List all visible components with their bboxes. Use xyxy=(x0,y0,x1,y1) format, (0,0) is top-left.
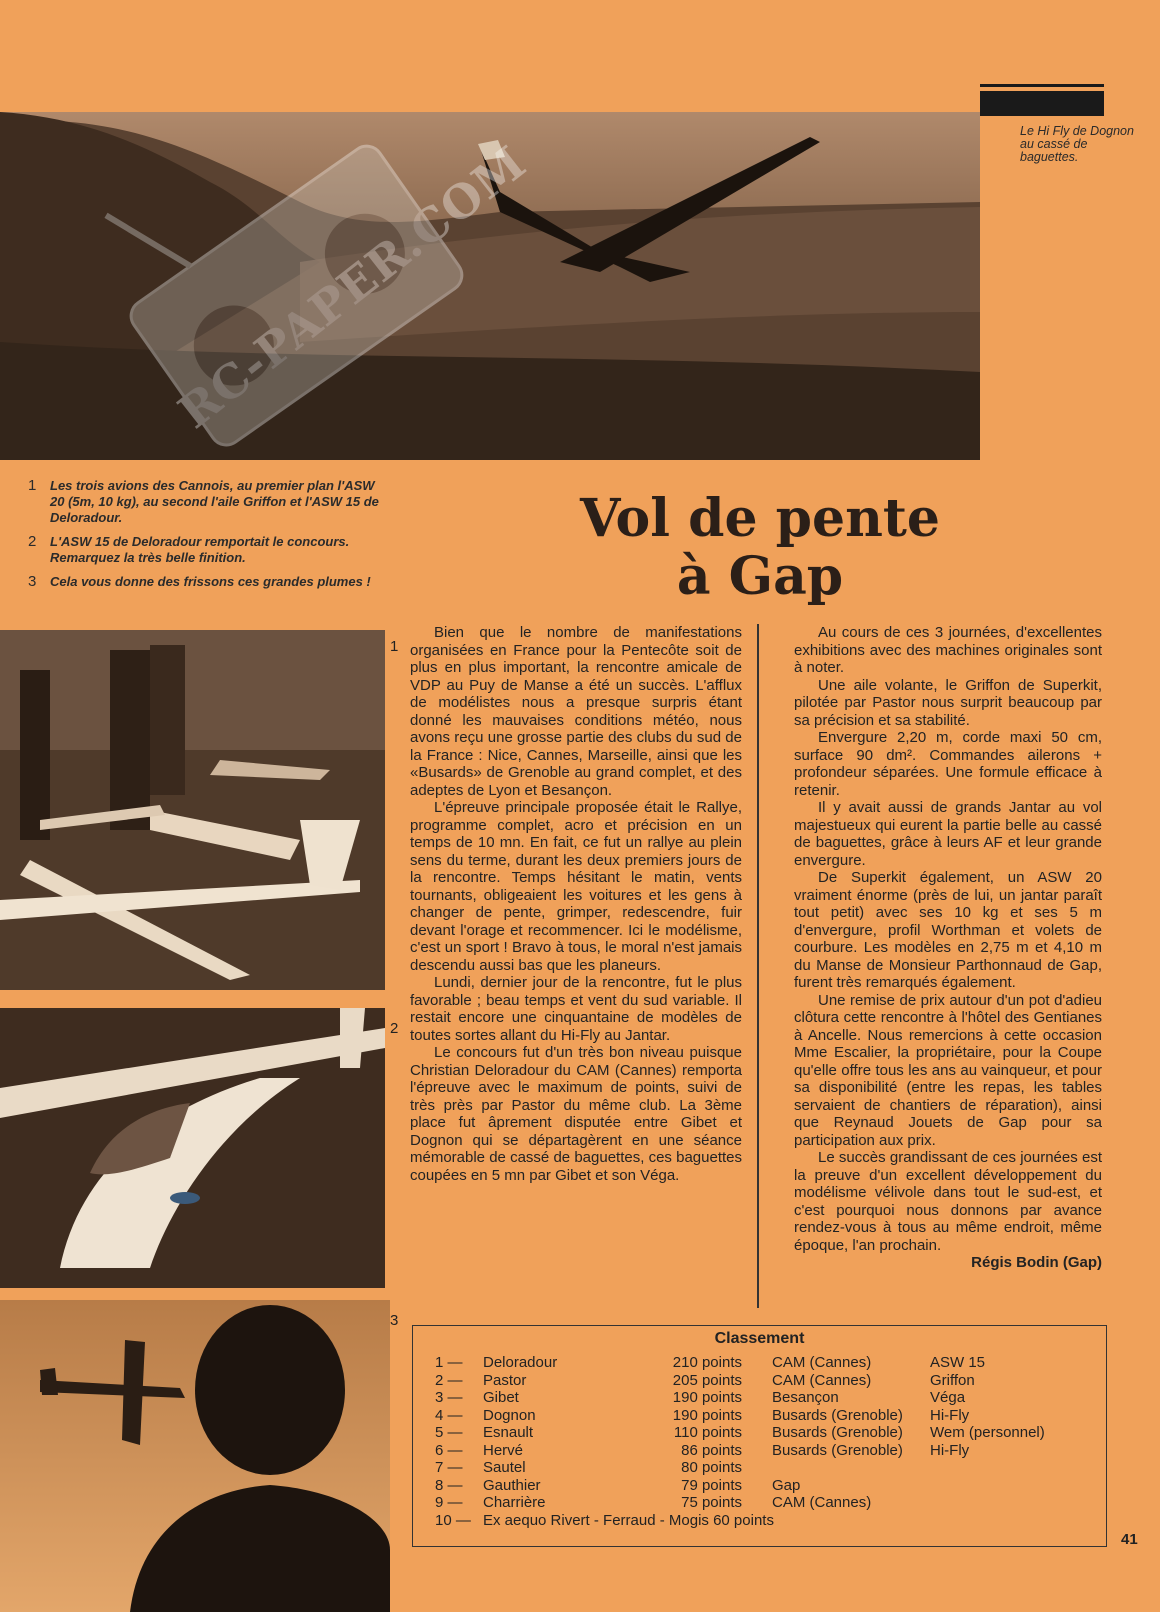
rank: 7 — xyxy=(435,1459,463,1476)
caption-2 xyxy=(28,534,383,566)
model xyxy=(930,1477,1106,1495)
photo-number-3: 3 xyxy=(390,1312,399,1329)
photo-captions xyxy=(28,478,383,598)
paragraph: Au cours de ces 3 journées, d'excellentes exhibitions avec des machines originales sont à noter. xyxy=(794,624,1102,676)
caption-text: Cela vous donne des frissons ces grandes plumes ! xyxy=(50,574,371,589)
photo-number-1: 1 xyxy=(390,638,399,655)
points: 79 points xyxy=(681,1476,742,1494)
caption-right: Le Hi Fly de Dognon au cassé de baguettes. xyxy=(1020,124,1134,164)
photo-3 xyxy=(0,1300,390,1612)
model: Hi-Fly xyxy=(930,1406,970,1424)
caption-rule-thin xyxy=(980,84,1104,87)
paragraph: Une aile volante, le Griffon de Superkit, pilotée par Pastor nous surprit beaucoup par sa précision et sa stabilité. xyxy=(794,676,1102,729)
rc-paper-watermark xyxy=(100,90,537,470)
author-byline: Régis Bodin (Gap) xyxy=(971,1254,1102,1271)
club: Gap xyxy=(772,1476,801,1494)
model: Hi-Fly xyxy=(930,1441,970,1459)
club: Besançon xyxy=(772,1389,839,1406)
paragraph: Le concours fut d'un très bon niveau puisque Christian Deloradour du CAM (Cannes) remporta l'épreuve avec le maximum de points, suivi de très près par Pastor du même club. La 3ème place fut âprement disputée entre Gibet et Dognon qui se départagèrent en une séance mémorable de cassé de baguettes, ces baguettes coupées en 5 mn par Gibet et son Véga. xyxy=(410,1044,742,1184)
name: Dognon xyxy=(483,1406,536,1424)
rank: 9 — xyxy=(435,1494,463,1511)
points: 110 points xyxy=(673,1424,742,1441)
classement-row xyxy=(413,1459,1106,1477)
caption-text: L'ASW 15 de Deloradour remportait le concours. Remarquez la très belle finition. xyxy=(50,534,350,565)
model: Wem (personnel) xyxy=(930,1424,1045,1441)
caption-1 xyxy=(28,478,383,526)
classement-row-10 xyxy=(413,1512,1106,1530)
caption-number: 2 xyxy=(28,533,37,550)
name: Pastor xyxy=(483,1371,527,1389)
classement-row xyxy=(413,1407,1106,1425)
title-line-2: à Gap xyxy=(676,546,844,607)
column-divider xyxy=(757,624,759,1308)
article-title xyxy=(540,490,980,606)
photo-number-2: 2 xyxy=(390,1020,399,1037)
paragraph: Bien que le nombre de manifestations organisées en France pour la Pentecôte soit de plus en plus important, la rencontre amicale de VDP au Puy de Manse a été un succès. L'afflux de modélistes nous a presque surpris étant donné les mauvaises conditions météo, nous avons reçu une grosse partie des clubs du sud de la France : Nice, Cannes, Marseille, ainsi que les «Busards» de Grenoble au grand complet, et des adeptes de Lyon et Besançon. xyxy=(410,624,742,799)
name: Charrière xyxy=(483,1494,546,1511)
classement-row xyxy=(413,1424,1106,1442)
caption-number: 3 xyxy=(28,573,37,590)
classement-table xyxy=(412,1325,1107,1547)
caption-3 xyxy=(28,574,383,590)
name: Gibet xyxy=(483,1389,519,1406)
club: Busards (Grenoble) xyxy=(772,1406,903,1424)
name: Sautel xyxy=(483,1459,526,1476)
rank: 6 — xyxy=(435,1441,463,1459)
page-number: 41 xyxy=(1121,1531,1138,1548)
watermark-text: RC-PAPER.COM xyxy=(168,135,537,439)
points: 86 points xyxy=(681,1441,742,1459)
paragraph: Lundi, dernier jour de la rencontre, fut le plus favorable ; beau temps et vent du sud variable. Il restait encore une cinquantaine de modèles de toutes sortes allant du Hi-Fly au Jantar. xyxy=(410,974,742,1044)
photo-1 xyxy=(0,630,385,990)
points: 190 points xyxy=(672,1389,742,1406)
asw15-glider-closeup-image xyxy=(0,1008,385,1288)
caption-rule-thick xyxy=(980,91,1104,116)
name: Hervé xyxy=(483,1441,524,1459)
rank: 4 — xyxy=(435,1406,463,1424)
club: Busards (Grenoble) xyxy=(772,1441,903,1459)
club: CAM (Cannes) xyxy=(772,1371,872,1389)
club xyxy=(742,1459,930,1477)
model: Griffon xyxy=(930,1371,975,1389)
rank: 8 — xyxy=(435,1476,463,1494)
caption-number: 1 xyxy=(28,477,37,494)
club: CAM (Cannes) xyxy=(772,1354,872,1371)
name: Esnault xyxy=(483,1424,534,1441)
classement-row xyxy=(413,1494,1106,1512)
model xyxy=(930,1494,1106,1512)
points: 205 points xyxy=(672,1371,742,1389)
rank: 5 — xyxy=(435,1424,463,1441)
name: Deloradour xyxy=(483,1354,558,1371)
paragraph: Envergure 2,20 m, corde maxi 50 cm, surface 90 dm². Commandes ailerons + profondeur séparées. Une formule efficace à retenir. xyxy=(794,729,1102,799)
classement-row xyxy=(413,1372,1106,1390)
classement-rows xyxy=(413,1354,1106,1512)
article-column-left xyxy=(410,624,742,1184)
points: 75 points xyxy=(681,1494,742,1511)
paragraph: Il y avait aussi de grands Jantar au vol majestueux qui eurent la partie belle au cassé de baguettes, grâce à leurs AF et leur grande envergure. xyxy=(794,799,1102,869)
model: Véga xyxy=(930,1389,966,1406)
ex-aequo-text: Ex aequo Rivert - Ferraud - Mogis 60 points xyxy=(483,1511,774,1529)
paragraph: Une remise de prix autour d'un pot d'adieu clôtura cette rencontre à l'hôtel des Gentianes à Ancelle. Nous remercions à cette occasion Mme Escalier, la propriétaire, pour la Coupe qu'elle offre tous les ans au vainqueur, et pour sa disponibilité (entre les repas, les tables servaient de chantiers de réparation), ainsi que Reynaud Jouets de Gap pour sa participation aux prix. xyxy=(794,991,1102,1149)
photo-2 xyxy=(0,1008,385,1288)
classement-row xyxy=(413,1477,1106,1495)
title-line-1: Vol de pente xyxy=(579,488,940,549)
rank: 3 — xyxy=(435,1389,463,1406)
paragraph: De Superkit également, un ASW 20 vraiment énorme (près de lui, un jantar paraît tout petit) avec ses 10 kg et ses 5 m d'envergure, profil Worthman et volets de courbure. Les modèles en 2,75 m et 4,10 m du Manse de Monsieur Parthonnaud de Gap, furent très remarqués également. xyxy=(794,869,1102,991)
gliders-on-field-image xyxy=(0,630,385,990)
caption-text: Les trois avions des Cannois, au premier plan l'ASW 20 (5m, 10 kg), au second l'aile Griffon et l'ASW 15 de Deloradour. xyxy=(50,478,379,525)
classement-title: Classement xyxy=(714,1330,805,1347)
paragraph: L'épreuve principale proposée était le Rallye, programme complet, acro et précision en un temps de 10 mn. En fait, ce fut un rallye au plein sens du terme, durant les deux premiers jours de la rencontre. Temps hésitant le matin, vents tournants, obligeaient les voitures et les gens à changer de pente, grimper, redescendre, fuir devant l'orage et recommencer. Ici le modélisme, c'est un sport ! Bravo à tous, le moral n'est jamais descendu aussi bas que les planeurs. xyxy=(410,799,742,974)
points: 80 points xyxy=(681,1459,742,1476)
model xyxy=(930,1459,1106,1477)
rank: 1 — xyxy=(435,1354,463,1371)
classement-row xyxy=(413,1442,1106,1460)
club: CAM (Cannes) xyxy=(772,1494,872,1511)
club: Busards (Grenoble) xyxy=(772,1424,903,1441)
points: 210 points xyxy=(672,1354,742,1371)
classement-row xyxy=(413,1389,1106,1407)
points: 190 points xyxy=(672,1406,742,1424)
name: Gauthier xyxy=(483,1476,541,1494)
article-column-right xyxy=(794,624,1102,1272)
pilot-silhouette-glider-image xyxy=(0,1300,390,1612)
model: ASW 15 xyxy=(930,1354,986,1371)
rank: 2 — xyxy=(435,1371,463,1389)
classement-row xyxy=(413,1354,1106,1372)
paragraph: Le succès grandissant de ces journées est la preuve d'un excellent développement du modélisme vélivole dans tout le sud-est, et c'est pourquoi nous donnons par avance rendez-vous à tous au même endroit, même époque, l'an prochain. xyxy=(794,1149,1102,1254)
rank: 10 — xyxy=(435,1511,471,1529)
